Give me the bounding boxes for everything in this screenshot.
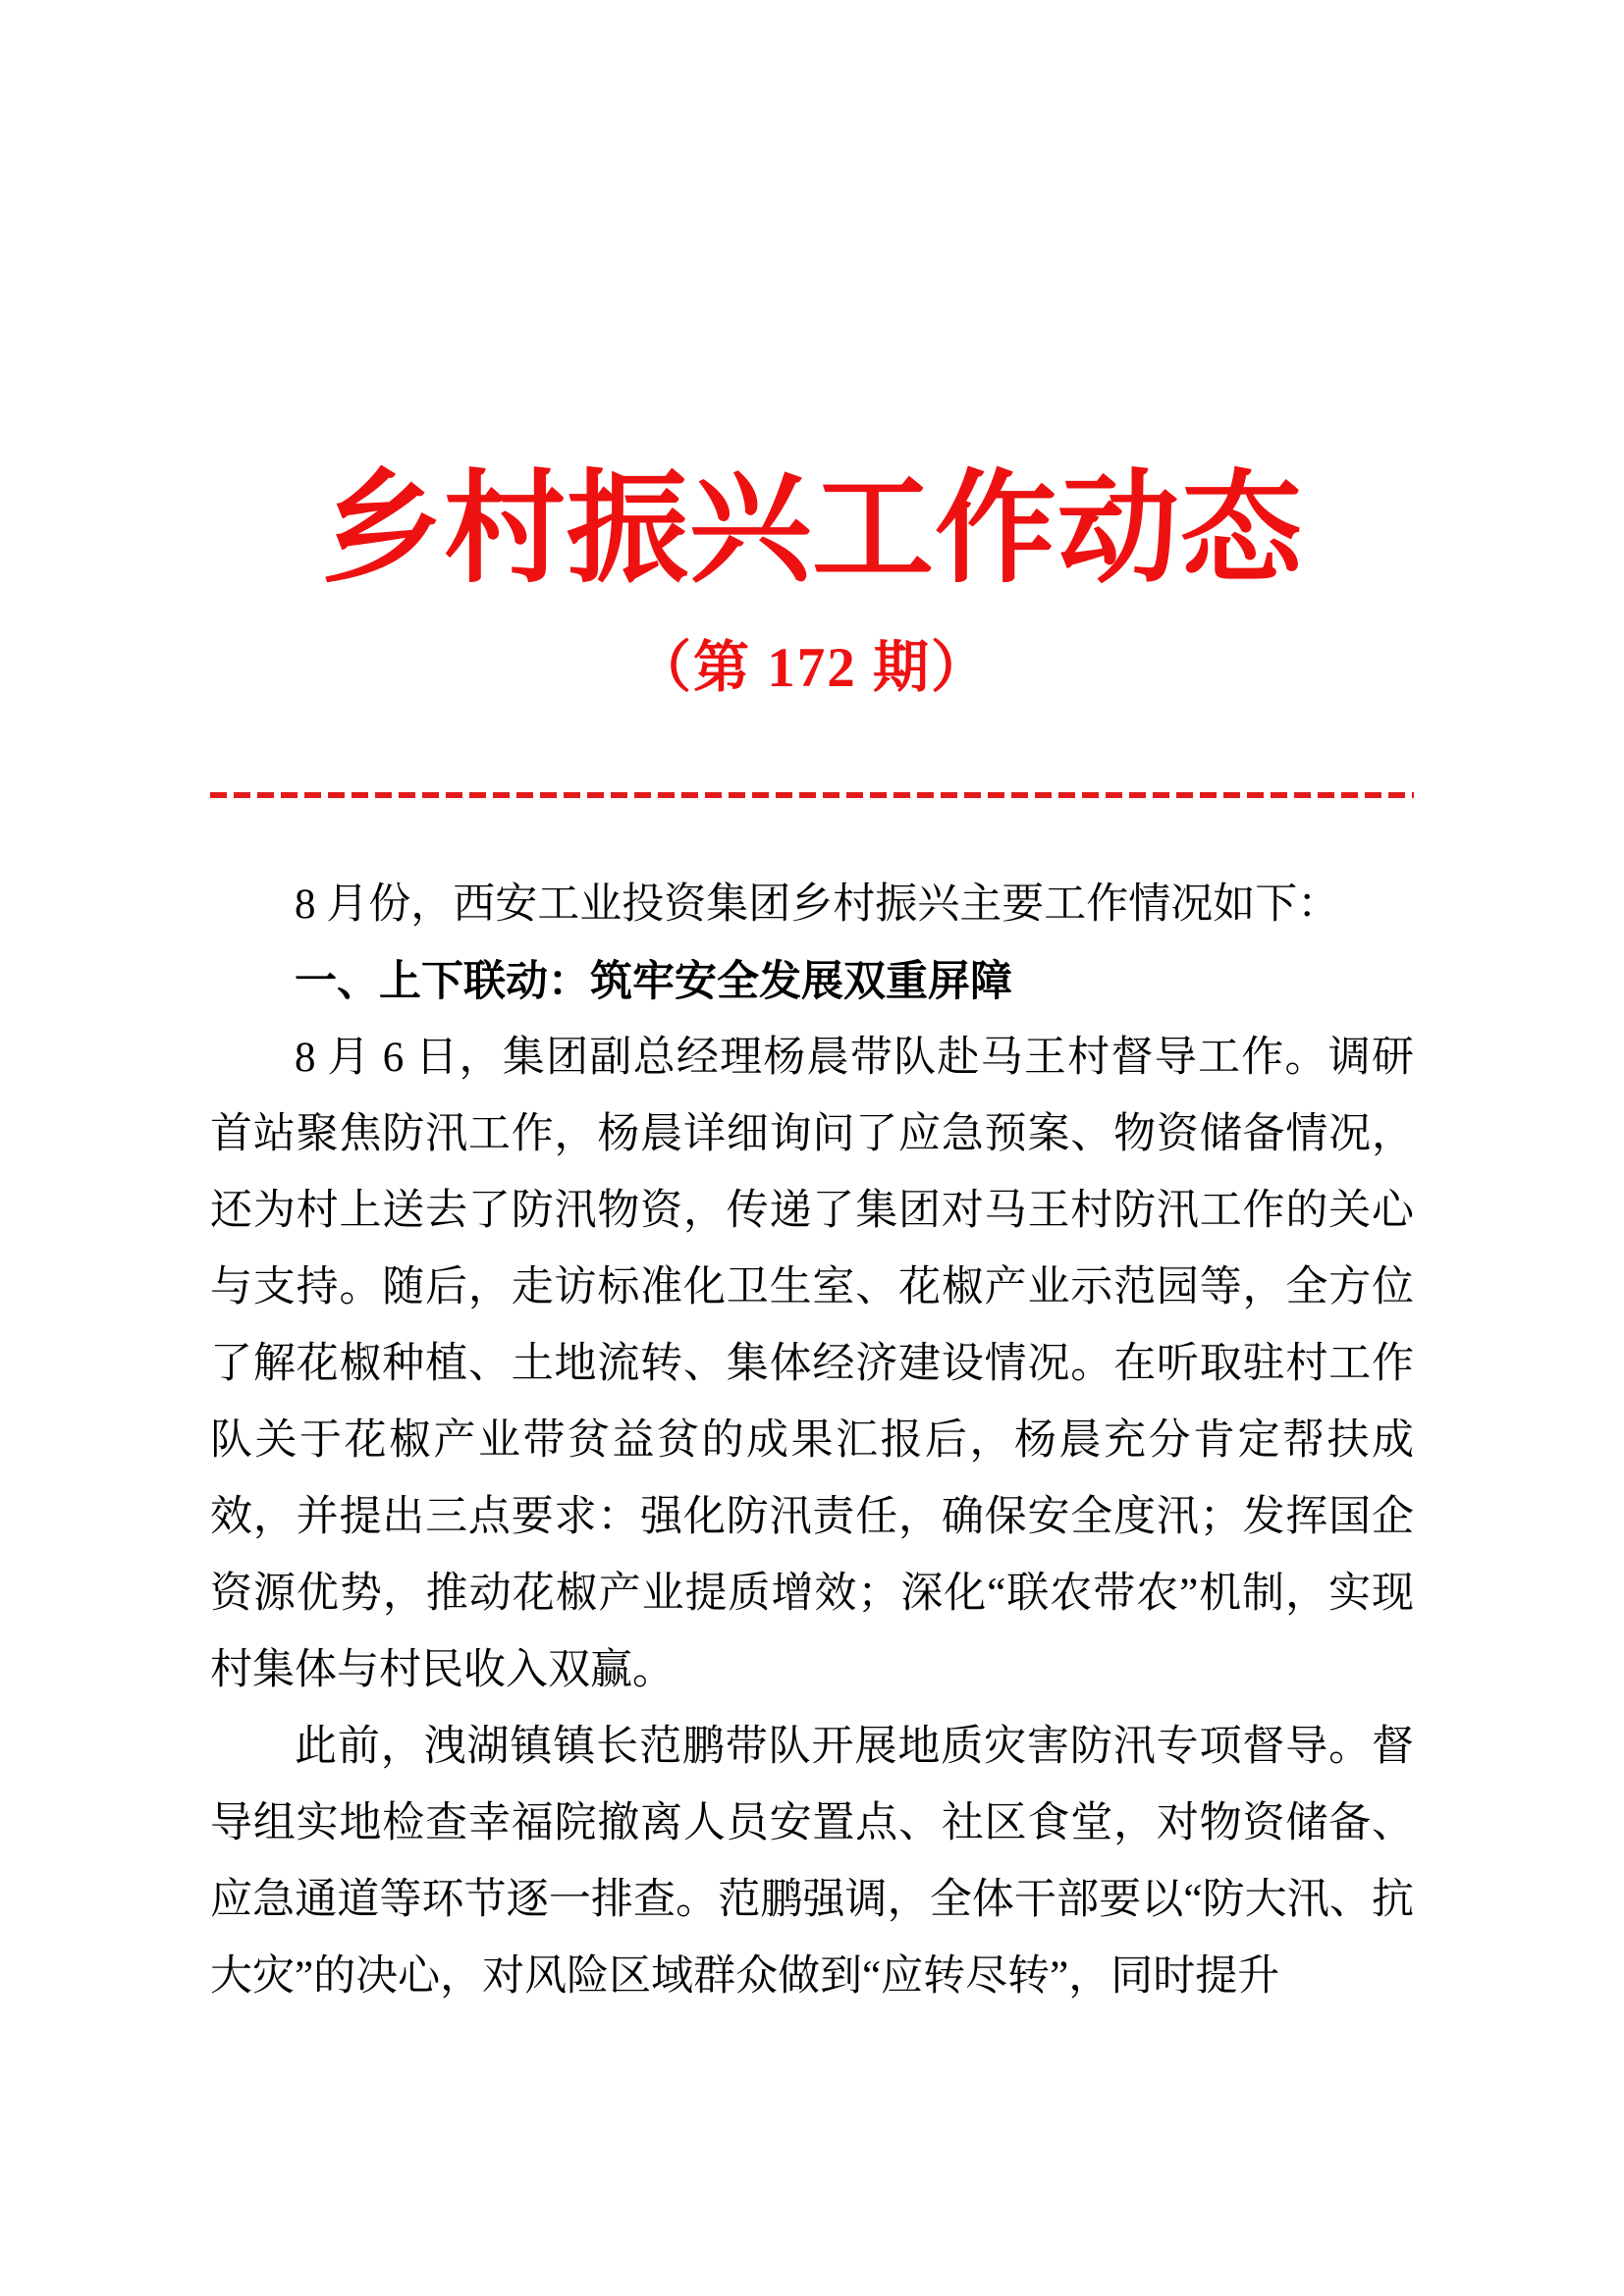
red-dashed-divider [210, 792, 1414, 798]
body-paragraph-2: 此前，洩湖镇镇长范鹏带队开展地质灾害防汛专项督导。督导组实地检查幸福院撤离人员安置点、社区食堂，对物资储备、应急通道等环节逐一排查。范鹏强调，全体干部要以“防大汛、抗大灾”的决心，对风险区域群众做到“应转尽转”，同时提升 [210, 1724, 1414, 2000]
document-body [210, 867, 1414, 2015]
document-title: 乡村振兴工作动态 [320, 462, 1303, 597]
section-heading: 一、上下联动：筑牢安全发展双重屏障 [295, 958, 1012, 1005]
intro-paragraph: 8 月份，西安工业投资集团乡村振兴主要工作情况如下： [295, 881, 1340, 928]
issue-number: （第 172 期） [635, 637, 989, 699]
body-paragraph-1: 8 月 6 日，集团副总经理杨晨带队赴马王村督导工作。调研首站聚焦防汛工作，杨晨详细询问了应急预案、物资储备情况，还为村上送去了防汛物资，传递了集团对马王村防汛工作的关心与支持。随后，走访标准化卫生室、花椒产业示范园等，全方位了解花椒种植、土地流转、集体经济建设情况。在听取驻村工作队关于花椒产业带贫益贫的成果汇报后，杨晨充分肯定帮扶成效，并提出三点要求：强化防汛责任，确保安全度汛；发挥国企资源优势，推动花椒产业提质增效；深化“联农带农”机制，实现村集体与村民收入双赢。 [210, 1035, 1414, 1693]
